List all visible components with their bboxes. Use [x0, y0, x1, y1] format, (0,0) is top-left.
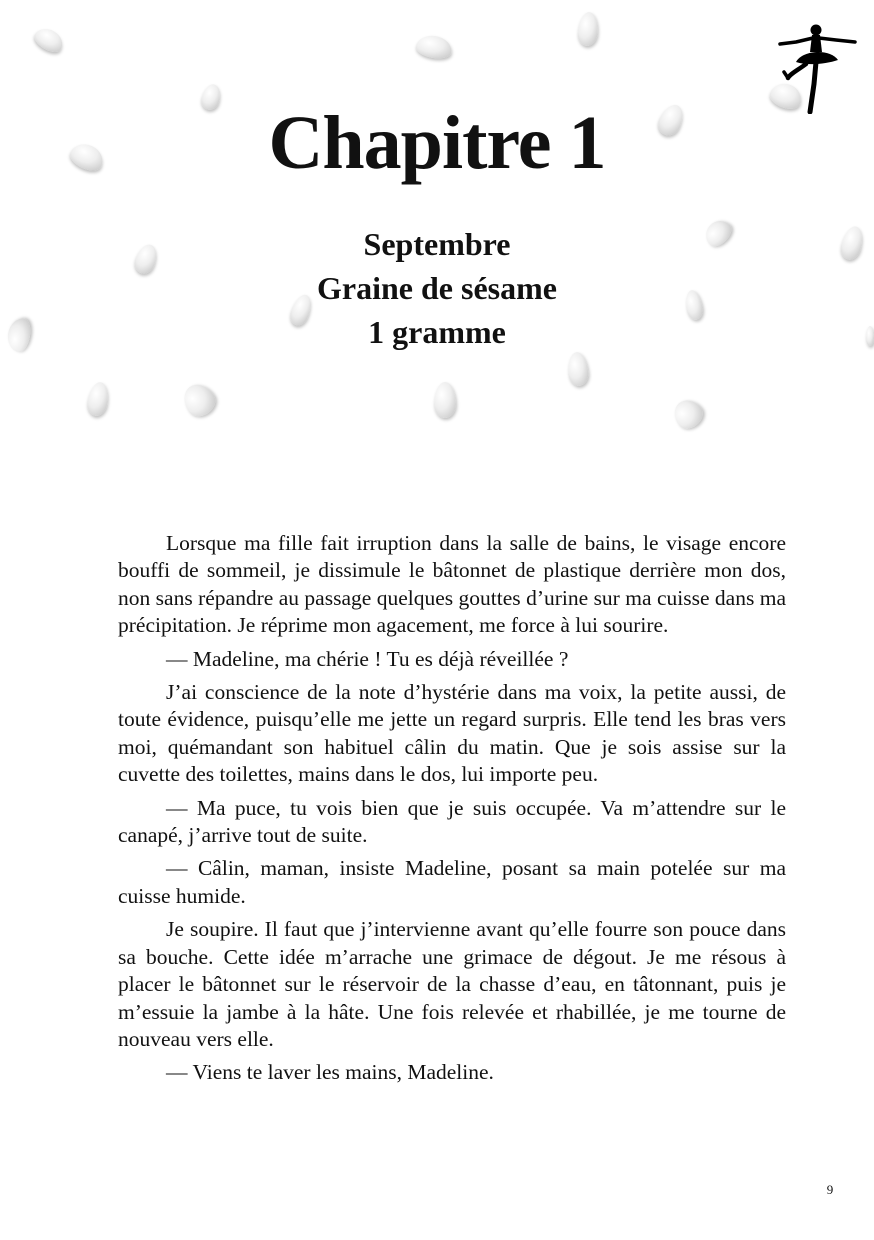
page-number: 9: [826, 1182, 834, 1197]
subtitle-weight: 1 gramme: [368, 314, 506, 350]
subtitle-month: Septembre: [363, 226, 511, 262]
chapter-subtitle: [0, 222, 874, 354]
sesame-seed-icon: [414, 33, 453, 61]
dialogue-line: — Ma puce, tu vois bien que je suis occupée. Va m’attendre sur le canapé, j’arrive tout de suite.: [118, 795, 786, 848]
subtitle-size-comparison: Graine de sésame: [317, 270, 557, 306]
sesame-seed-icon: [31, 24, 67, 56]
sesame-seed-icon: [668, 394, 707, 433]
chapter-title: Chapitre 1: [268, 101, 606, 185]
body-text: [118, 530, 786, 1093]
paragraph: J’ai conscience de la note d’hystérie dans ma voix, la petite aussi, de toute évidence, puisqu’elle me jette un regard surpris. Elle tend les bras vers moi, quémandant son habituel câlin du matin. Que je sois assise sur la cuvette des toilettes, mains dans le dos, lui importe peu.: [118, 680, 786, 787]
dialogue-line: — Viens te laver les mains, Madeline.: [166, 1060, 494, 1085]
dialogue-line: — Câlin, maman, insiste Madeline, posant sa main potelée sur ma cuisse humide.: [118, 856, 786, 908]
sesame-seed-icon: [434, 382, 456, 418]
paragraph: Lorsque ma fille fait irruption dans la salle de bains, le visage encore bouffi de sommeil, je dissimule le bâtonnet de plastique derrière mon dos, non sans répandre au passage quelques gouttes d’urine sur ma cuisse dans ma précipitation. Je réprime mon agacement, me force à lui sourire.: [118, 531, 786, 638]
sesame-seed-icon: [577, 11, 600, 47]
sesame-seed-icon: [178, 378, 221, 421]
sesame-seed-icon: [567, 351, 590, 387]
sesame-seed-icon: [85, 381, 111, 418]
paragraph: Je soupire. Il faut que j’intervienne avant qu’elle fourre son pouce dans sa bouche. Cette idée m’arrache une grimace de dégout. Je me résous à placer le bâtonnet sur le réservoir de la chasse d’eau, en tâtonnant, puis je m’essuie la jambe à la hâte. Une fois relevée et rhabillée, je me tourne de nouveau vers elle.: [118, 917, 786, 1051]
dialogue-line: — Madeline, ma chérie ! Tu es déjà réveillée ?: [166, 646, 569, 671]
